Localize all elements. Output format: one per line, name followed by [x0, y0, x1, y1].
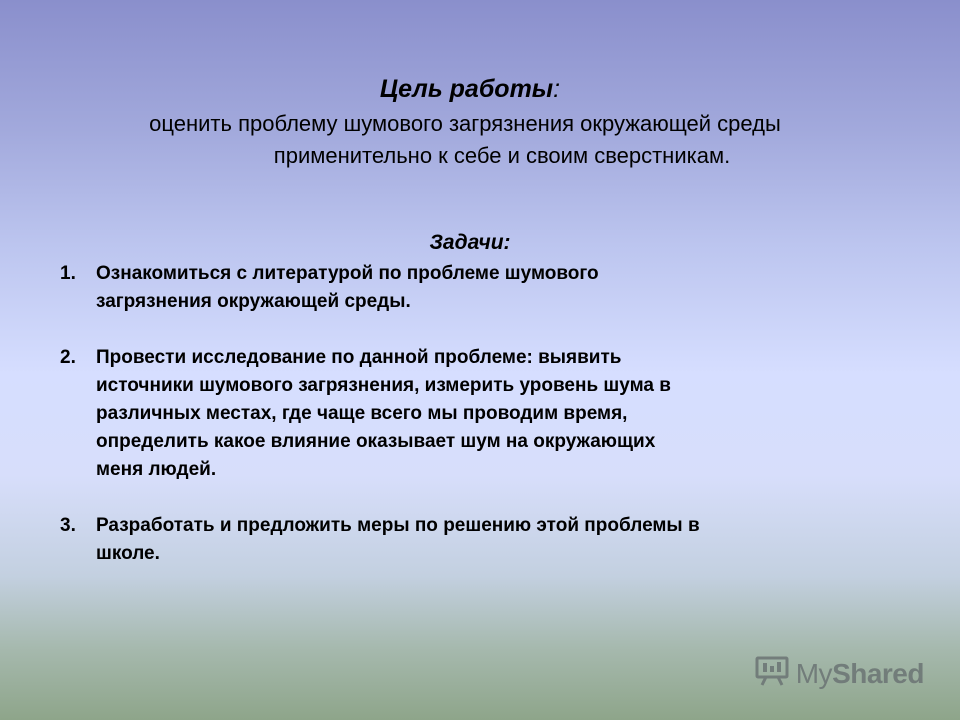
- task-item-2: [60, 344, 880, 484]
- goal-heading: [0, 74, 940, 104]
- task-number: 3.: [60, 515, 76, 536]
- task-line: Провести исследование по данной проблеме: выявить: [96, 347, 622, 368]
- task-line: определить какое влияние оказывает шум на окружающих: [96, 431, 656, 452]
- goal-heading-text: Цель работы: [379, 75, 554, 103]
- watermark-text: [796, 658, 924, 690]
- task-line: различных местах, где чаще всего мы проводим время,: [96, 403, 628, 424]
- watermark-text-regular: My: [795, 657, 833, 689]
- task-line: меня людей.: [96, 459, 217, 480]
- task-item-3: [60, 512, 880, 568]
- task-line: школе.: [96, 543, 160, 564]
- task-number: 2.: [60, 347, 76, 368]
- goal-heading-colon: :: [553, 75, 561, 103]
- task-line: источники шумового загрязнения, измерить уровень шума в: [96, 375, 671, 396]
- task-line: Ознакомиться с литературой по проблеме шумового: [96, 263, 599, 284]
- myshared-watermark[interactable]: [754, 655, 924, 692]
- tasks-list: [60, 260, 880, 596]
- task-line: Разработать и предложить меры по решению этой проблемы в: [96, 515, 700, 536]
- goal-text-line-1: оценить проблему шумового загрязнения окружающей среды: [149, 111, 781, 136]
- watermark-text-bold: Shared: [832, 657, 924, 689]
- task-item-1: [60, 260, 880, 316]
- presentation-board-icon: [754, 655, 790, 692]
- goal-text: [40, 108, 890, 172]
- task-number: 1.: [60, 263, 76, 284]
- goal-text-line-2: применительно к себе и своим сверстникам.: [273, 143, 731, 168]
- tasks-heading: Задачи:: [429, 231, 511, 254]
- task-line: загрязнения окружающей среды.: [96, 291, 411, 312]
